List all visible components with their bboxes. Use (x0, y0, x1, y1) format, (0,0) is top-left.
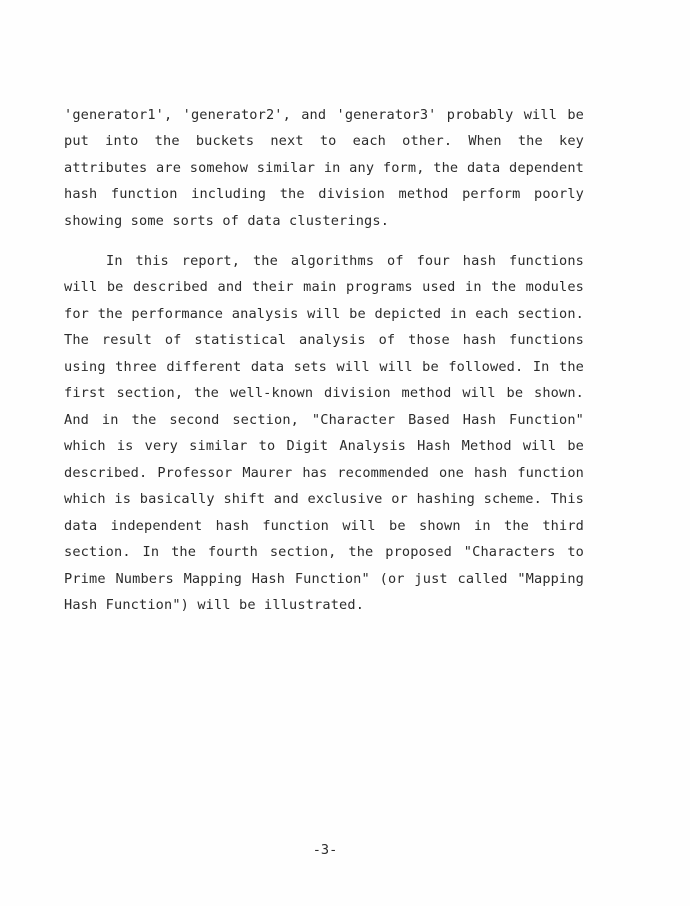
page-number (0, 841, 690, 859)
text-line: And in the second section, "Character Based Hash Function" (64, 412, 584, 428)
text-line: which is basically shift and exclusive or hashing scheme. This (64, 491, 584, 507)
page-number-text: -3- (312, 842, 338, 858)
text-line: In this report, the algorithms of four hash functions (106, 253, 584, 269)
text-line: 'generator1', 'generator2', and 'generator3' probably will be (64, 107, 584, 123)
text-line: Hash Function") will be illustrated. (64, 597, 365, 613)
text-line: first section, the well-known division method will be shown. (64, 385, 584, 401)
text-line: Prime Numbers Mapping Hash Function" (or just called "Mapping (64, 571, 584, 587)
text-line: using three different data sets will will be followed. In the (64, 359, 584, 375)
text-line: hash function including the division method perform poorly (64, 186, 584, 202)
text-line: showing some sorts of data clusterings. (64, 213, 390, 229)
text-line: data independent hash function will be shown in the third (64, 518, 584, 534)
text-line: The result of statistical analysis of those hash functions (64, 332, 584, 348)
text-line: which is very similar to Digit Analysis Hash Method will be (64, 438, 584, 454)
text-line: for the performance analysis will be depicted in each section. (64, 306, 584, 322)
text-line: will be described and their main programs used in the modules (64, 279, 584, 295)
text-line: described. Professor Maurer has recommended one hash function (64, 465, 584, 481)
text-line: section. In the fourth section, the proposed "Characters to (64, 544, 584, 560)
text-line: put into the buckets next to each other. When the key (64, 133, 584, 149)
text-line: attributes are somehow similar in any form, the data dependent (64, 160, 584, 176)
